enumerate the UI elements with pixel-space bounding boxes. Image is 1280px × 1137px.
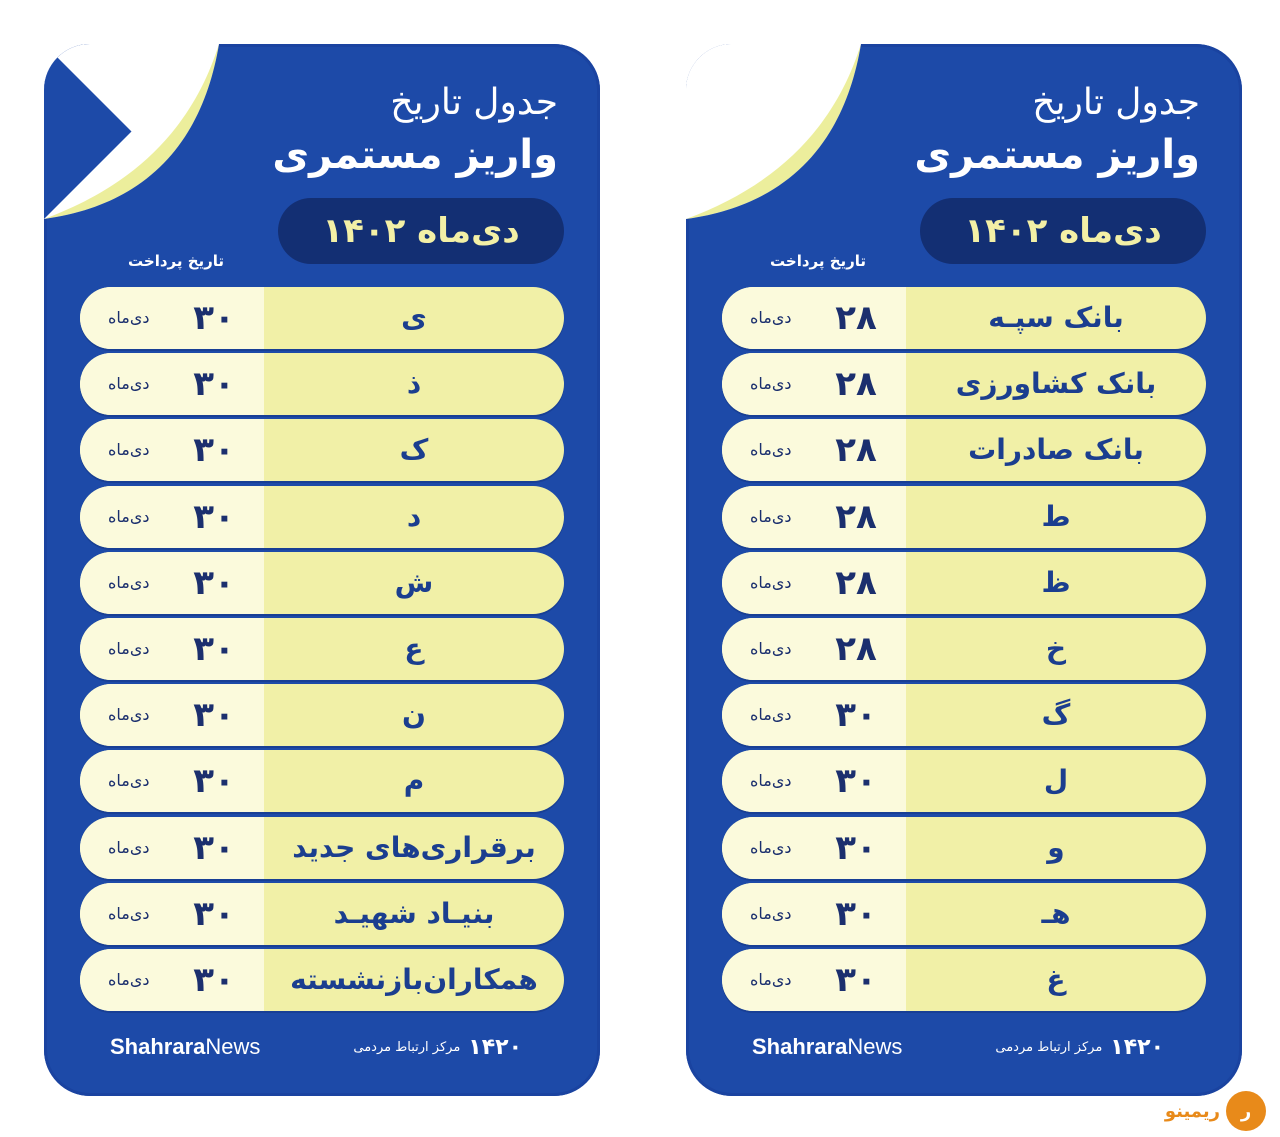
schedule-row — [722, 817, 1206, 879]
month-label: دی‌ماه — [750, 638, 792, 658]
month-label: دی‌ماه — [750, 705, 792, 725]
month-label: دی‌ماه — [108, 771, 150, 791]
recipient-name: گ — [1041, 698, 1071, 732]
month-label: دی‌ماه — [108, 308, 150, 327]
recipient-name: برقراری‌های جدید — [292, 830, 536, 864]
day-number: ۲۸ — [835, 562, 877, 603]
month-label: دی‌ماه — [750, 506, 792, 526]
folded-corner — [44, 44, 219, 219]
recipient-name: و — [1047, 830, 1065, 864]
schedule-row — [80, 817, 564, 879]
schedule-row — [722, 750, 1206, 812]
month-label: دی‌ماه — [750, 837, 792, 857]
recipient-name: ش — [394, 565, 434, 599]
month-label: دی‌ماه — [108, 705, 150, 725]
day-number: ۳۰ — [835, 761, 877, 802]
day-number: ۳۰ — [193, 893, 235, 934]
month-label: دی‌ماه — [108, 837, 150, 857]
brand-logo — [752, 1034, 902, 1060]
day-number: ۲۸ — [835, 430, 877, 471]
day-number: ۳۰ — [193, 695, 235, 736]
schedule-card-left — [44, 44, 600, 1096]
brand-bold: Shahrara — [110, 1034, 206, 1059]
schedule-row — [722, 486, 1206, 548]
payment-date-header: تاریخ پرداخت — [770, 252, 867, 270]
recipient-name: خ — [1045, 631, 1067, 665]
title-line-2: واریز مستمری — [272, 132, 558, 178]
month-label: دی‌ماه — [108, 440, 150, 460]
schedule-row — [722, 287, 1206, 349]
day-number: ۳۰ — [193, 496, 235, 537]
day-number: ۳۰ — [193, 827, 235, 868]
schedule-row — [722, 883, 1206, 945]
day-number: ۳۰ — [835, 827, 877, 868]
folded-corner — [686, 44, 861, 219]
recipient-name: ک — [399, 433, 429, 467]
month-label: دی‌ماه — [108, 903, 150, 923]
month-pill: دی‌ماه ۱۴۰۲ — [278, 198, 564, 264]
schedule-rows — [722, 287, 1206, 1015]
payment-date-header: تاریخ پرداخت — [128, 252, 225, 270]
schedule-row — [80, 486, 564, 548]
day-number: ۳۰ — [193, 628, 235, 669]
schedule-row — [722, 552, 1206, 614]
watermark — [1165, 1091, 1266, 1131]
schedule-card-right — [686, 44, 1242, 1096]
schedule-row — [80, 287, 564, 349]
schedule-row — [80, 750, 564, 812]
brand-logo — [110, 1034, 260, 1060]
month-label: دی‌ماه — [750, 572, 792, 592]
schedule-row — [80, 419, 564, 481]
schedule-row — [80, 883, 564, 945]
recipient-name: ن — [402, 698, 426, 732]
recipient-name: ی — [401, 301, 427, 334]
month-label: دی‌ماه — [108, 374, 150, 394]
month-label: دی‌ماه — [108, 638, 150, 658]
contact-info — [995, 1035, 1164, 1060]
schedule-row — [80, 353, 564, 415]
contact-number: ۱۴۲۰ — [468, 1035, 522, 1060]
recipient-name: همکاران‌بازنشسته — [290, 962, 538, 996]
schedule-row — [80, 552, 564, 614]
day-number: ۳۰ — [193, 430, 235, 471]
recipient-name: ذ — [406, 367, 422, 401]
schedule-row — [722, 684, 1206, 746]
month-label: دی‌ماه — [750, 771, 792, 791]
recipient-name: بانک صادرات — [968, 433, 1144, 467]
month-label: دی‌ماه — [108, 506, 150, 526]
recipient-name: د — [406, 499, 422, 533]
recipient-name: غ — [1046, 962, 1066, 996]
brand-light: News — [847, 1034, 903, 1059]
day-number: ۳۰ — [193, 562, 235, 603]
day-number: ۳۰ — [835, 695, 877, 736]
title-line-2: واریز مستمری — [914, 132, 1200, 178]
title-line-1: جدول تاریخ — [1032, 82, 1200, 123]
contact-label: مرکز ارتباط مردمی — [353, 1040, 461, 1055]
month-label: دی‌ماه — [750, 308, 792, 327]
day-number: ۳۰ — [193, 364, 235, 405]
schedule-row — [722, 353, 1206, 415]
contact-label: مرکز ارتباط مردمی — [995, 1040, 1103, 1055]
watermark-logo-icon: ر — [1226, 1091, 1266, 1131]
recipient-name: ل — [1043, 764, 1069, 798]
recipient-name: م — [403, 764, 425, 798]
brand-bold: Shahrara — [752, 1034, 848, 1059]
day-number: ۳۰ — [835, 959, 877, 1000]
recipient-name: بانک سپـه — [988, 301, 1124, 334]
month-label: دی‌ماه — [750, 440, 792, 460]
day-number: ۳۰ — [193, 761, 235, 802]
recipient-name: بانک کشاورزی — [955, 367, 1157, 401]
day-number: ۲۸ — [835, 496, 877, 537]
schedule-row — [722, 618, 1206, 680]
schedule-row — [80, 618, 564, 680]
month-label: دی‌ماه — [108, 572, 150, 592]
month-label: دی‌ماه — [750, 969, 792, 989]
brand-light: News — [205, 1034, 261, 1059]
month-label: دی‌ماه — [108, 969, 150, 989]
recipient-name: ظ — [1041, 565, 1071, 599]
month-pill: دی‌ماه ۱۴۰۲ — [920, 198, 1206, 264]
recipient-name: بنیـاد شهیـد — [333, 896, 495, 930]
contact-number: ۱۴۲۰ — [1110, 1035, 1164, 1060]
recipient-name: هـ — [1041, 896, 1071, 930]
recipient-name: ع — [404, 631, 424, 665]
month-label: دی‌ماه — [750, 903, 792, 923]
day-number: ۳۰ — [193, 298, 235, 338]
schedule-row — [80, 949, 564, 1011]
day-number: ۲۸ — [835, 628, 877, 669]
watermark-text: ریمینو — [1164, 1100, 1220, 1122]
schedule-rows — [80, 287, 564, 1015]
month-label: دی‌ماه — [750, 374, 792, 394]
day-number: ۳۰ — [835, 893, 877, 934]
day-number: ۲۸ — [835, 298, 877, 338]
day-number: ۳۰ — [193, 959, 235, 1000]
title-line-1: جدول تاریخ — [390, 82, 558, 123]
schedule-row — [722, 949, 1206, 1011]
contact-info — [353, 1035, 522, 1060]
recipient-name: ط — [1041, 499, 1071, 533]
schedule-row — [722, 419, 1206, 481]
schedule-row — [80, 684, 564, 746]
day-number: ۲۸ — [835, 364, 877, 405]
